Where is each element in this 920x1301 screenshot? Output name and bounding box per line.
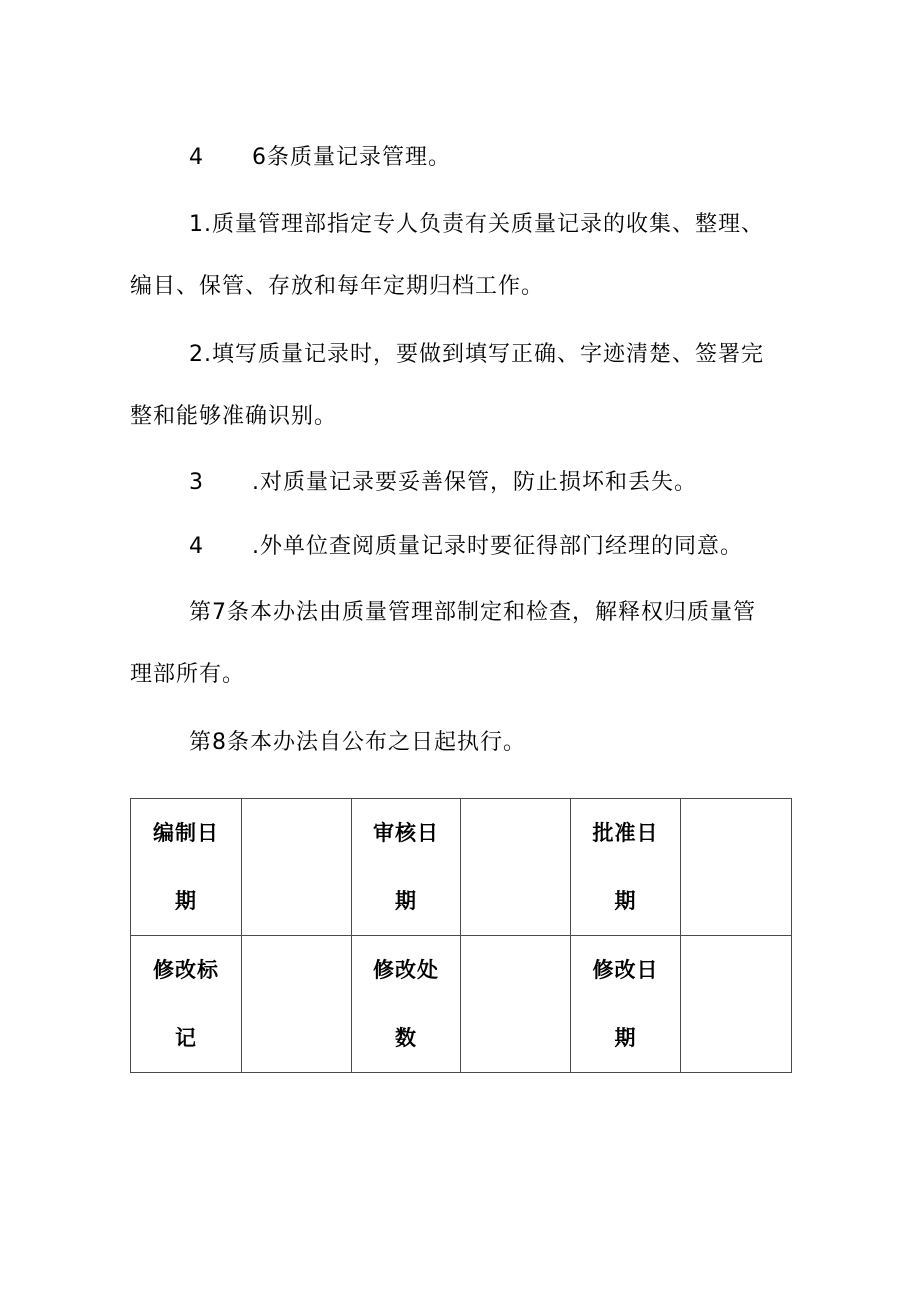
article7-line2: 理部所有。 [130, 662, 246, 687]
revision-date-value-cell[interactable] [681, 936, 792, 1073]
compile-date-value-cell[interactable] [242, 799, 352, 936]
table-row [131, 799, 792, 936]
article6-item3: 3 .对质量记录要妥善保管，防止损坏和丢失。 [189, 470, 697, 495]
revision-mark-label: 修改标 记 [153, 958, 219, 1050]
revision-count-label: 修改处 数 [373, 958, 439, 1050]
revision-mark-value-cell[interactable] [242, 936, 352, 1073]
table-row [131, 936, 792, 1073]
revision-count-label-cell [352, 936, 461, 1073]
approve-date-value-cell[interactable] [681, 799, 792, 936]
article6-item1-line1: 1.质量管理部指定专人负责有关质量记录的收集、整理、 [189, 212, 764, 237]
revision-date-label-cell [571, 936, 681, 1073]
compile-date-label-cell [131, 799, 242, 936]
article7-line1: 第7条本办法由质量管理部制定和检查，解释权归质量管 [189, 600, 756, 625]
article6-item1-line2: 编目、保管、存放和每年定期归档工作。 [130, 274, 545, 299]
article6-item4: 4 .外单位查阅质量记录时要征得部门经理的同意。 [189, 534, 743, 559]
compile-date-label: 编制日 期 [153, 821, 219, 913]
review-date-label-cell [352, 799, 461, 936]
approve-date-label-cell [571, 799, 681, 936]
article8-line1: 第8条本办法自公布之日起执行。 [189, 730, 526, 755]
review-date-value-cell[interactable] [461, 799, 571, 936]
article6-item2-line1: 2.填写质量记录时，要做到填写正确、字迹清楚、签署完 [189, 342, 764, 367]
article6-item2-line2: 整和能够准确识别。 [130, 404, 338, 429]
record-table [130, 798, 792, 1073]
approve-date-label: 批准日 期 [592, 821, 659, 913]
revision-count-value-cell[interactable] [461, 936, 571, 1073]
review-date-label: 审核日 期 [373, 821, 439, 913]
revision-mark-label-cell [131, 936, 242, 1073]
revision-date-label: 修改日 期 [592, 958, 659, 1050]
article6-heading: 4 6条质量记录管理。 [189, 145, 451, 170]
